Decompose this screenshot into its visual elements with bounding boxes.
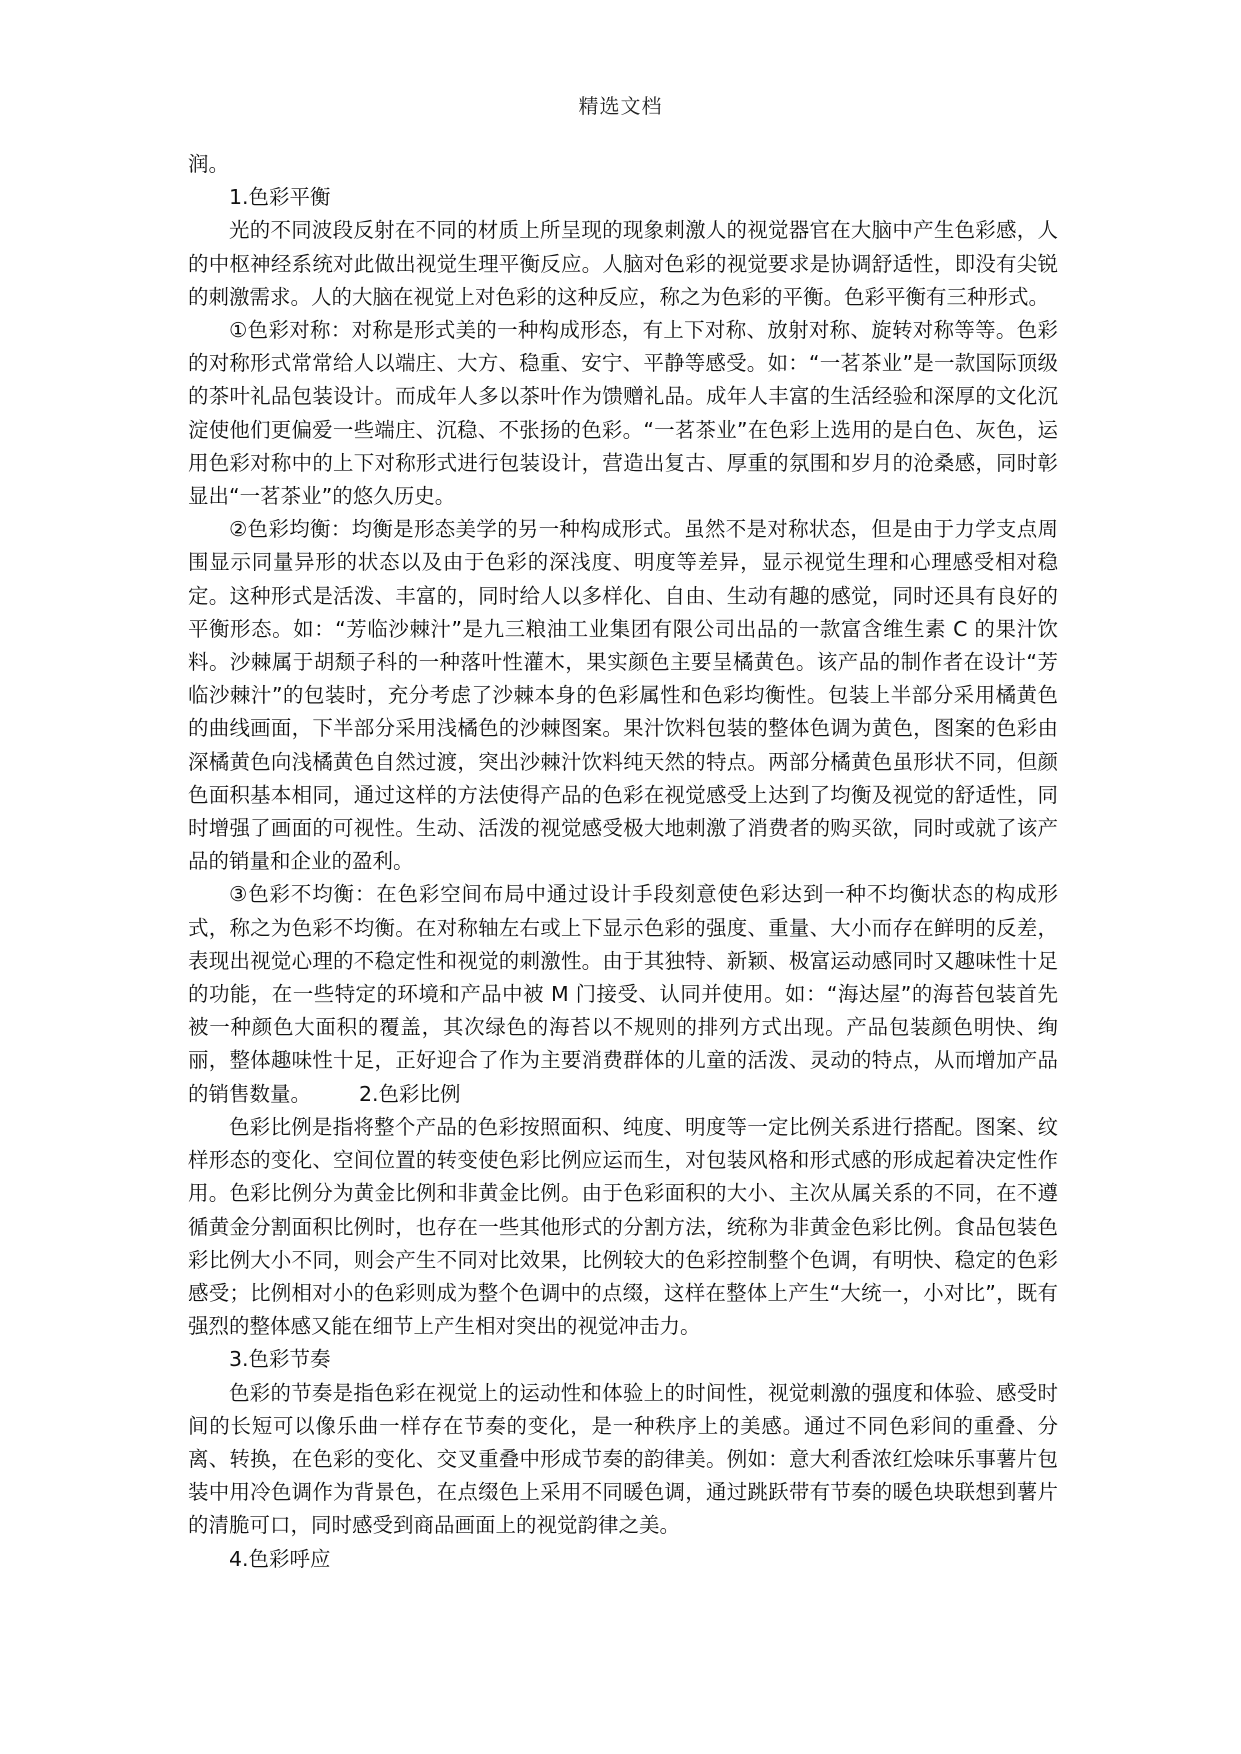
heading-color-proportion: 2.色彩比例 bbox=[359, 1081, 461, 1106]
paragraph-continuation: 润。 bbox=[188, 152, 229, 176]
heading-color-rhythm: 3.色彩节奏 bbox=[229, 1347, 331, 1372]
paragraph-color-rhythm: 色彩的节奏是指色彩在视觉上的运动性和体验上的时间性，视觉刺激的强度和体验、感受时间的长短可以像乐曲一样存在节奏的变化，是一种秩序上的美感。通过不同色彩间的重叠、分离、转换，在色彩的变化、交叉重叠中形成节奏的韵律美。例如：意大利香浓红烩味乐事薯片包装中用冷色调作为背景色，在点缀色上采用不同暖色调，通过跳跃带有节奏的暖色块联想到薯片的清脆可口，同时感受到商品画面上的视觉韵律之美。 bbox=[188, 1380, 1058, 1538]
page-header: 精选文档 bbox=[578, 94, 663, 118]
paragraph-color-symmetry: ①色彩对称：对称是形式美的一种构成形态，有上下对称、放射对称、旋转对称等等。色彩的对称形式常常给人以端庄、大方、稳重、安宁、平静等感受。如：“一茗茶业”是一款国际顶级的茶叶礼品包装设计。而成年人多以茶叶作为馈赠礼品。成年人丰富的生活经验和深厚的文化沉淀使他们更偏爱一些端庄、沉稳、不张扬的色彩。“一茗茶业”在色彩上选用的是白色、灰色，运用色彩对称中的上下对称形式进行包装设计，营造出复古、厚重的氛围和岁月的沧桑感，同时彰显出“一茗茶业”的悠久历史。 bbox=[188, 318, 1058, 509]
paragraph-balance-intro: 光的不同波段反射在不同的材质上所呈现的现象刺激人的视觉器官在大脑中产生色彩感，人的中枢神经系统对此做出视觉生理平衡反应。人脑对色彩的视觉要求是协调舒适性，即没有尖锐的刺激需求。人的大脑在视觉上对色彩的这种反应，称之为色彩的平衡。色彩平衡有三种形式。 bbox=[188, 218, 1058, 309]
document-body bbox=[188, 148, 1058, 1576]
heading-color-echo: 4.色彩呼应 bbox=[229, 1546, 331, 1571]
paragraph-color-imbalance bbox=[188, 878, 1058, 1110]
paragraph-color-imbalance-text: ③色彩不均衡：在色彩空间布局中通过设计手段刻意使色彩达到一种不均衡状态的构成形式，称之为色彩不均衡。在对称轴左右或上下显示色彩的强度、重量、大小而存在鲜明的反差，表现出视觉心理的不稳定性和视觉的刺激性。由于其独特、新颖、极富运动感同时又趣味性十足的功能，在一些特定的环境和产品中被 M 门接受、认同并使用。如：“海达屋”的海苔包装首先被一种颜色大面积的覆盖，其次绿色的海苔以不规则的排列方式出现。产品包装颜色明快、绚丽，整体趣味性十足，正好迎合了作为主要消费群体的儿童的活泼、灵动的特点，从而增加产品的销售数量。 bbox=[188, 882, 1058, 1106]
paragraph-color-proportion: 色彩比例是指将整个产品的色彩按照面积、纯度、明度等一定比例关系进行搭配。图案、纹样形态的变化、空间位置的转变使色彩比例应运而生，对包装风格和形式感的形成起着决定性作用。色彩比例分为黄金比例和非黄金比例。由于色彩面积的大小、主次从属关系的不同，在不遵循黄金分割面积比例时，也存在一些其他形式的分割方法，统称为非黄金色彩比例。食品包装色彩比例大小不同，则会产生不同对比效果，比例较大的色彩控制整个色调，有明快、稳定的色彩感受；比例相对小的色彩则成为整个色调中的点缀，这样在整体上产生“大统一，小对比”，既有强烈的整体感又能在细节上产生相对突出的视觉冲击力。 bbox=[188, 1114, 1058, 1339]
paragraph-color-equilibrium: ②色彩均衡：均衡是形态美学的另一种构成形式。虽然不是对称状态，但是由于力学支点周围显示同量异形的状态以及由于色彩的深浅度、明度等差异，显示视觉生理和心理感受相对稳定。这种形式是活泼、丰富的，同时给人以多样化、自由、生动有趣的感觉，同时还具有良好的平衡形态。如：“芳临沙棘汁”是九三粮油工业集团有限公司出品的一款富含维生素 C 的果汁饮料。沙棘属于胡颓子科的一种落叶性灌木，果实颜色主要呈橘黄色。该产品的制作者在设计“芳临沙棘汁”的包装时，充分考虑了沙棘本身的色彩属性和色彩均衡性。包装上半部分采用橘黄色的曲线画面，下半部分采用浅橘色的沙棘图案。果汁饮料包装的整体色调为黄色，图案的色彩由深橘黄色向浅橘黄色自然过渡，突出沙棘汁饮料纯天然的特点。两部分橘黄色虽形状不同，但颜色面积基本相同，通过这样的方法使得产品的色彩在视觉感受上达到了均衡及视觉的舒适性，同时增强了画面的可视性。生动、活泼的视觉感受极大地刺激了消费者的购买欲，同时或就了该产品的销量和企业的盈利。 bbox=[188, 517, 1058, 874]
heading-color-balance: 1.色彩平衡 bbox=[229, 185, 331, 210]
